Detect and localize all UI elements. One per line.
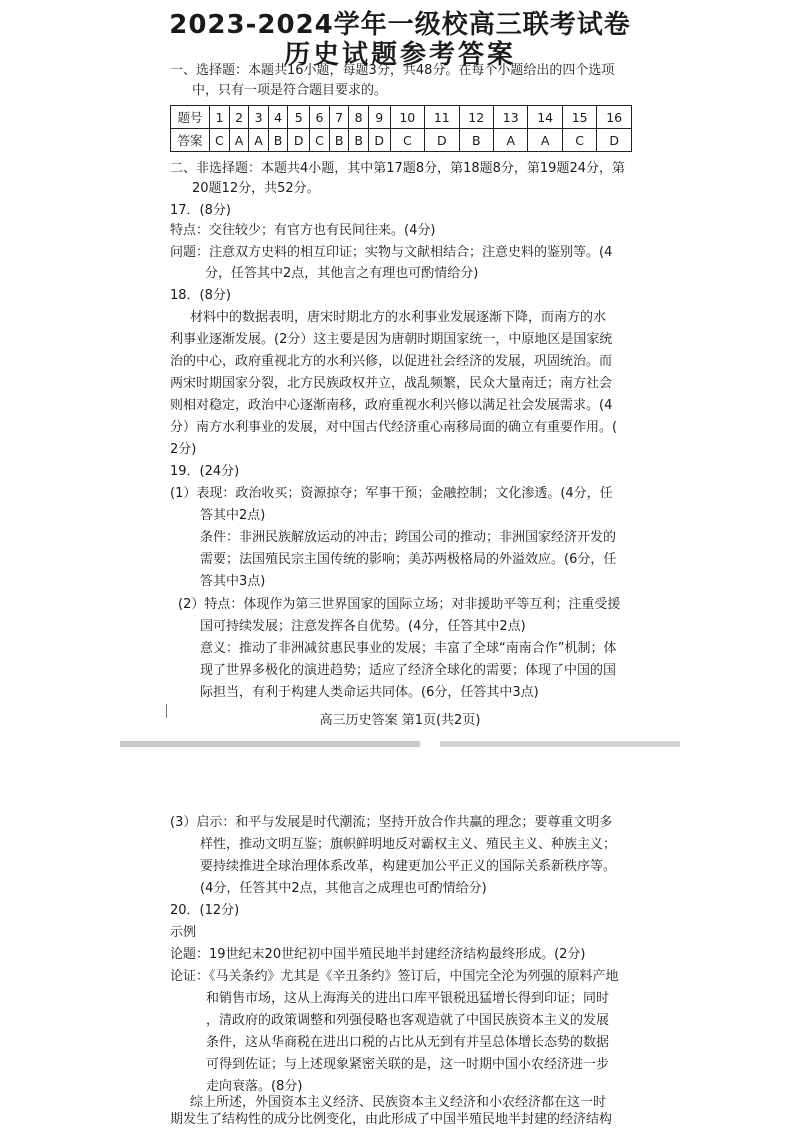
q20-line: 综上所述，外国资本主义经济、民族资本主义经济和小农经济都在这一时	[190, 1095, 607, 1110]
q20-line: ，清政府的政策调整和列强侵略也客观造就了中国民族资本主义的发展	[206, 1013, 610, 1028]
q18-header: 18．(8分)	[170, 288, 231, 303]
q20-line: 论证：《马关条约》尤其是《辛丑条约》签订后，中国完全沦为列强的原料产地	[170, 969, 619, 984]
q19-line: 条件：非洲民族解放运动的冲击；跨国公司的推动；非洲国家经济开发的	[200, 530, 617, 545]
section2-instruction-line1: 二、非选择题：本题共4小题，其中第17题8分，第18题8分，第19题24分，第	[170, 161, 625, 176]
q17-line: 分，任答其中2点，其他言之有理也可酌情给分)	[205, 266, 479, 281]
page-footer: 高三历史答案 第1页(共2页)	[319, 713, 481, 728]
q17-line: 特点：交往较少；有官方也有民间往来。(4分)	[170, 223, 436, 238]
question-number: 13	[493, 106, 527, 129]
q20-line: 走向衰落。(8分)	[206, 1079, 303, 1094]
answer-table-answer-row	[171, 129, 632, 152]
answer-cell: C	[310, 129, 330, 152]
q20-line: 期发生了结构性的成分比例变化，由此形成了中国半殖民地半封建的经济结构	[170, 1112, 613, 1127]
answer-cell: C	[210, 129, 230, 152]
q18-line: 则相对稳定，政治中心逐渐南移，政府重视水利兴修以满足社会发展需求。(4	[170, 398, 613, 413]
answer-cell: B	[329, 129, 349, 152]
q20-line: 论题：19世纪末20世纪初中国半殖民地半封建经济结构最终形成。(2分)	[170, 947, 586, 962]
page-separator	[120, 741, 420, 747]
q19-line: 需要；法国殖民宗主国传统的影响；美苏两极格局的外溢效应。(6分，任	[200, 552, 617, 567]
document-title: 2023-2024学年一级校高三联考试卷	[169, 10, 631, 40]
q19-part3-line: (4分，任答其中2点，其他言之成理也可酌情给分)	[200, 881, 487, 896]
answer-cell: A	[249, 129, 268, 152]
question-number: 2	[229, 106, 248, 129]
answer-cell: B	[459, 129, 493, 152]
section1-instruction-line1: 一、选择题：本题共16小题，每题3分，共48分。在每个小题给出的四个选项	[170, 63, 615, 78]
q19-header: 19．(24分)	[170, 464, 240, 479]
margin-mark	[166, 704, 167, 718]
answer-table-number-row	[171, 106, 632, 129]
q19-line: 际担当，有利于构建人类命运共同体。(6分，任答其中3点)	[200, 685, 539, 700]
question-number: 12	[459, 106, 493, 129]
question-number: 14	[528, 106, 562, 129]
answer-cell: C	[562, 129, 596, 152]
q19-part3-line: 要持续推进全球治理体系改革，构建更加公平正义的国际关系新秩序等。	[200, 859, 617, 874]
q17-line: 问题：注意双方史料的相互印证；实物与文献相结合；注意史料的鉴别等。(4	[170, 245, 613, 260]
page-separator	[440, 741, 680, 747]
q19-line: 现了世界多极化的演进趋势；适应了经济全球化的需要；体现了中国的国	[200, 663, 617, 678]
answer-cell: C	[390, 129, 424, 152]
answer-cell: D	[597, 129, 632, 152]
question-number: 3	[249, 106, 268, 129]
question-number: 1	[210, 106, 230, 129]
q20-header: 20．(12分)	[170, 903, 240, 918]
q19-part3-line: 样性，推动文明互鉴；旗帜鲜明地反对霸权主义、殖民主义、种族主义；	[200, 837, 617, 852]
q19-line: (1）表现：政治收买；资源掠夺；军事干预；金融控制；文化渗透。(4分，任	[170, 486, 613, 501]
q18-line: 治的中心，政府重视北方的水利兴修，以促进社会经济的发展，巩固统治。而	[170, 354, 613, 369]
answer-table	[170, 105, 632, 152]
question-number: 16	[597, 106, 632, 129]
answer-cell: D	[425, 129, 459, 152]
question-number: 6	[310, 106, 330, 129]
q20-line: 和销售市场，这从上海海关的进出口库平银税迅猛增长得到印证；同时	[206, 991, 610, 1006]
q18-line: 两宋时期国家分裂，北方民族政权并立，战乱频繁，民众大量南迁；南方社会	[170, 376, 613, 391]
q20-line: 可得到佐证；与上述现象紧密关联的是，这一时期中国小农经济进一步	[206, 1057, 610, 1072]
answer-cell: A	[528, 129, 562, 152]
answer-cell: B	[349, 129, 369, 152]
question-number: 11	[425, 106, 459, 129]
q19-line: (2）特点：体现作为第三世界国家的国际立场；对非援助平等互利；注重受援	[178, 597, 621, 612]
answer-cell: A	[493, 129, 527, 152]
q20-example-label: 示例	[170, 925, 197, 940]
document-subtitle: 历史试题参考答案	[283, 40, 516, 70]
q20-line: 条件，这从华商税在进出口税的占比从无到有并呈总体增长态势的数据	[206, 1035, 610, 1050]
answer-table-row-label: 题号	[171, 106, 210, 129]
question-number: 10	[390, 106, 424, 129]
question-number: 15	[562, 106, 596, 129]
answer-table-row-label: 答案	[171, 129, 210, 152]
answer-cell: D	[368, 129, 390, 152]
answer-cell: A	[229, 129, 248, 152]
q19-part3-line: (3）启示：和平与发展是时代潮流；坚持开放合作共赢的理念；要尊重文明多	[170, 815, 613, 830]
answer-cell: B	[268, 129, 288, 152]
question-number: 8	[349, 106, 369, 129]
section2-instruction-line2: 20题12分，共52分。	[192, 181, 320, 196]
q19-line: 答其中2点)	[200, 508, 266, 523]
q17-header: 17．(8分)	[170, 203, 231, 218]
question-number: 5	[288, 106, 310, 129]
q19-line: 答其中3点)	[200, 574, 266, 589]
question-number: 9	[368, 106, 390, 129]
q18-line: 2分)	[170, 442, 197, 457]
answer-cell: D	[288, 129, 310, 152]
q19-line: 意义：推动了非洲减贫惠民事业的发展；丰富了全球“南南合作”机制；体	[200, 641, 617, 656]
question-number: 4	[268, 106, 288, 129]
q18-line: 利事业逐渐发展。(2分）这主要是因为唐朝时期国家统一，中原地区是国家统	[170, 332, 613, 347]
q18-line: 材料中的数据表明，唐宋时期北方的水利事业发展逐渐下降，而南方的水	[190, 310, 607, 325]
section1-instruction-line2: 中，只有一项是符合题目要求的。	[192, 83, 388, 98]
q18-line: 分）南方水利事业的发展，对中国古代经济重心南移局面的确立有重要作用。(	[170, 420, 618, 435]
question-number: 7	[329, 106, 349, 129]
q19-line: 国可持续发展；注意发挥各自优势。(4分，任答其中2点)	[200, 619, 526, 634]
